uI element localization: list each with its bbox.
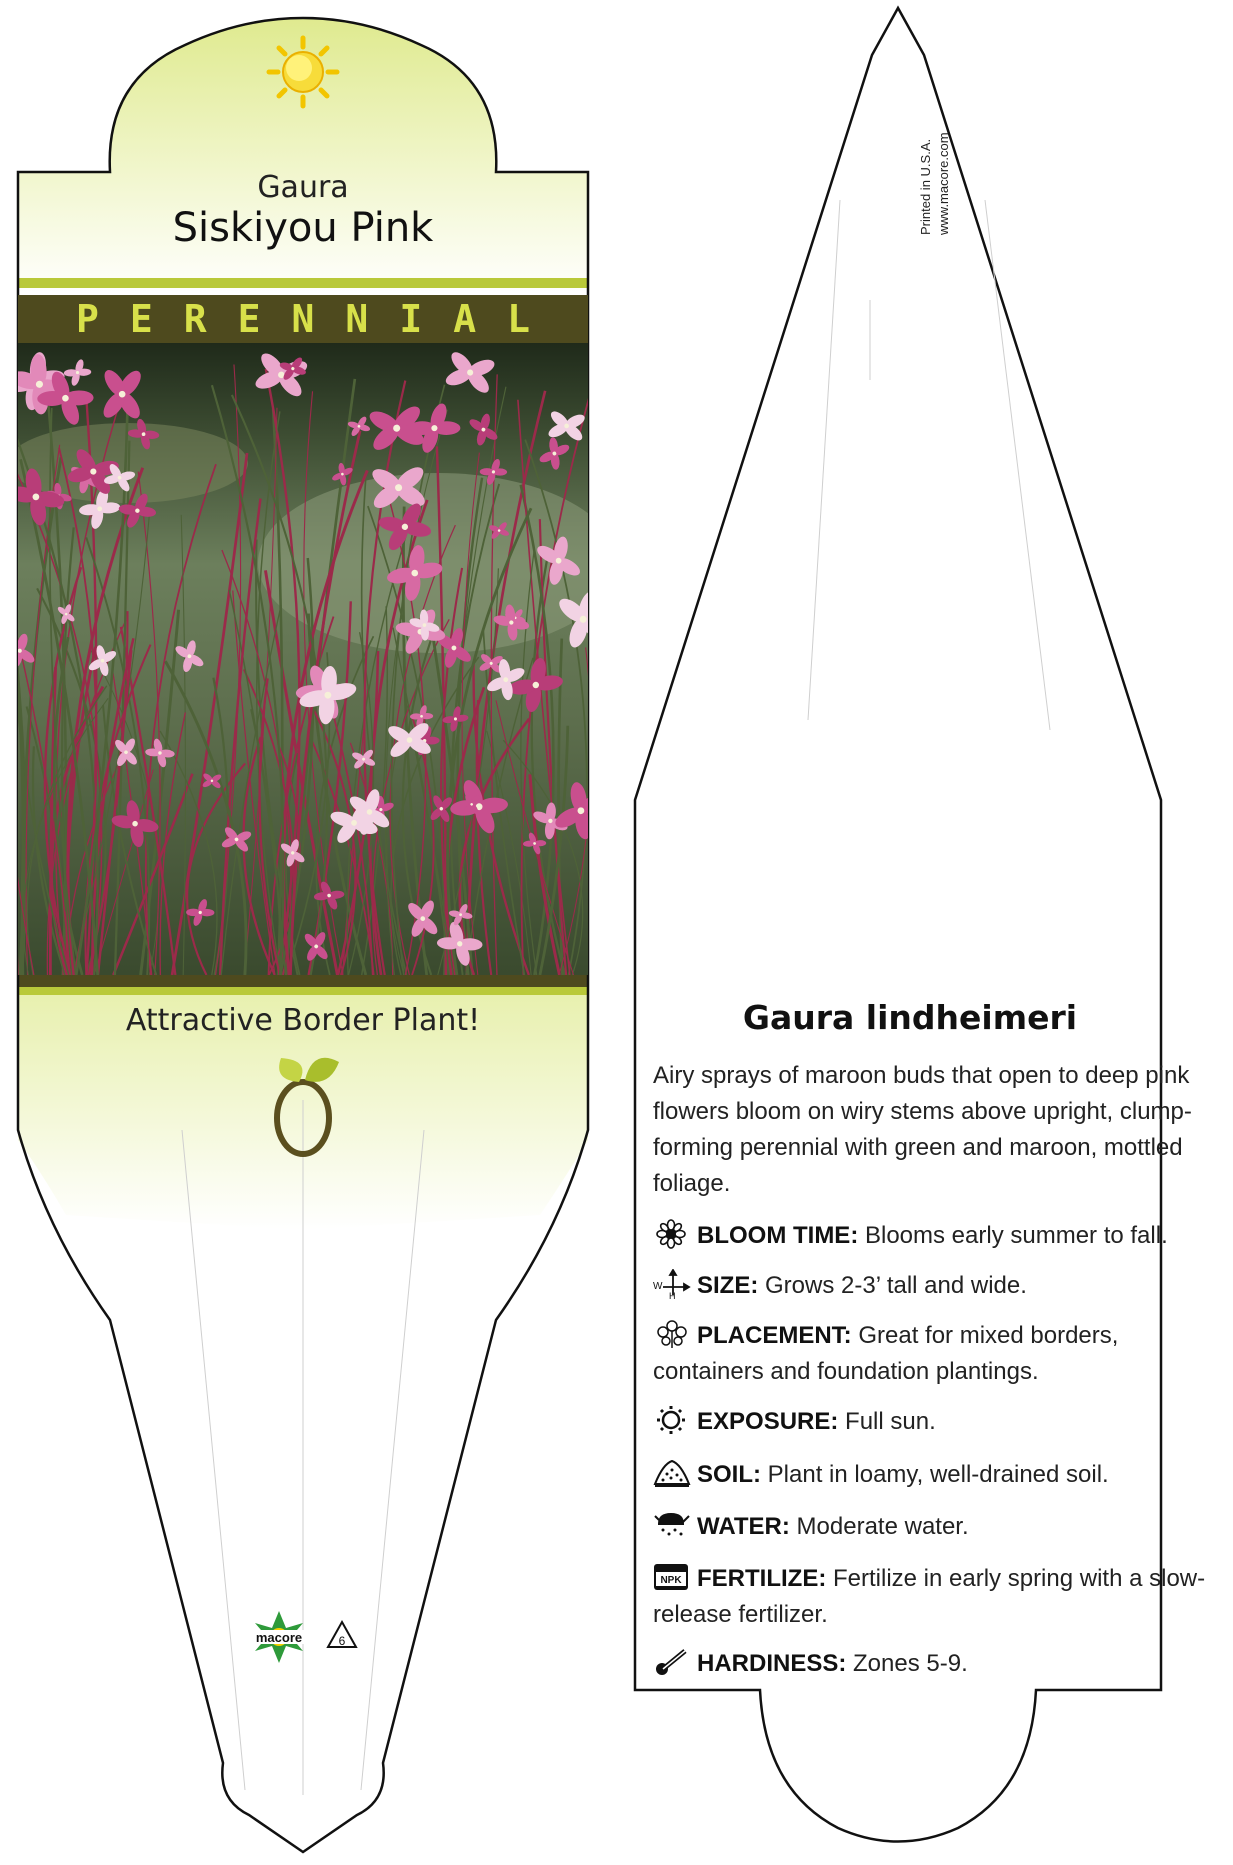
recycle-6-icon (328, 1622, 356, 1648)
flower-icon (653, 1219, 691, 1249)
category-label: PERENNIAL (76, 297, 561, 341)
svg-text:NPK: NPK (660, 1575, 682, 1586)
front-stripe-bottom (18, 987, 588, 995)
front-genus: Gaura (257, 170, 349, 205)
macore-logo (244, 1605, 364, 1665)
info-exposure: EXPOSURE: Full sun. (653, 1404, 1208, 1440)
printed-in-usa (905, 95, 965, 245)
size-arrows-icon (653, 1269, 691, 1299)
front-stripe-top (18, 278, 588, 288)
brand-logo-text: macore (255, 1630, 303, 1645)
plant-description: Airy sprays of maroon buds that open to deep pink flowers bloom on wiry stems above upright, clump-forming perennial with green and maroon, mottled foliage. (653, 1062, 1192, 1197)
svg-text:6: 6 (338, 1634, 346, 1648)
info-bloom-time: BLOOM TIME: Blooms early summer to fall. (653, 1218, 1208, 1254)
sun-outline-icon (653, 1405, 691, 1435)
botanical-name: Gaura lindheimeri (742, 998, 1078, 1037)
soil-pile-icon (653, 1458, 691, 1488)
info-water: WATER: Moderate water. (653, 1509, 1208, 1545)
printed-line: Printed in U.S.A. (918, 138, 933, 235)
npk-bag-icon (653, 1562, 691, 1592)
front-band-bottom (18, 975, 588, 987)
plant-photo (18, 343, 588, 975)
watering-can-icon (653, 1510, 691, 1540)
info-fertilize: NPK FERTILIZE: Fertilize in early spring with a slow-release fertilizer. (653, 1561, 1208, 1633)
website-text: www.macore.com (936, 132, 951, 235)
info-soil: SOIL: Plant in loamy, well-drained soil. (653, 1457, 1208, 1493)
full-sun-icon (269, 38, 337, 106)
info-hardiness: HARDINESS: Zones 5-9. (653, 1646, 1208, 1682)
svg-text:W: W (653, 1281, 663, 1292)
category-band (18, 295, 588, 343)
info-placement: PLACEMENT: Great for mixed borders, containers and foundation plantings. (653, 1318, 1208, 1390)
info-size: W H SIZE: Grows 2-3’ tall and wide. (653, 1268, 1208, 1304)
front-slogan: Attractive Border Plant! (125, 1003, 481, 1038)
svg-text:H: H (669, 1291, 676, 1299)
thermometer-icon (653, 1647, 691, 1677)
plants-icon (653, 1319, 691, 1349)
front-cultivar: Siskiyou Pink (172, 205, 434, 251)
